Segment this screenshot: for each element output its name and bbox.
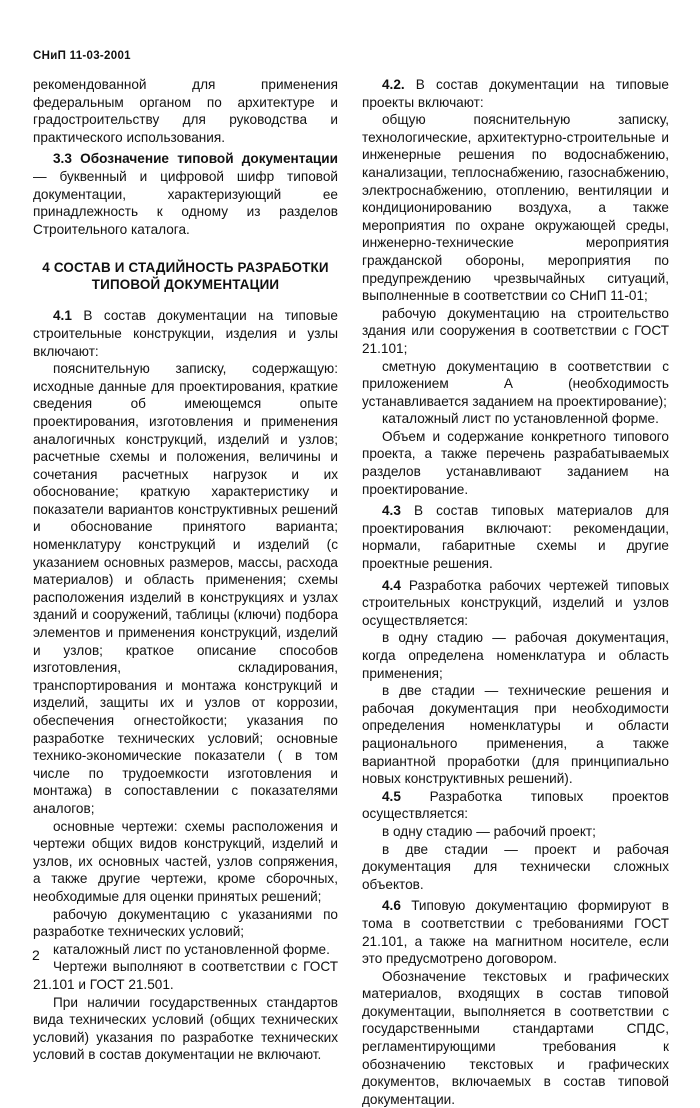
paragraph-4-5 — [362, 788, 669, 823]
paragraph: каталожный лист по установленной форме. — [53, 941, 330, 957]
paragraph: При наличии государственных стандартов вида технических условий (общих технических условий) указания по разработке технических условий в состав документации не включают. — [33, 994, 338, 1063]
paragraph: рабочую документацию с указаниями по разработке технических условий; — [33, 906, 338, 940]
clause-number: 4.5 — [382, 788, 401, 804]
paragraph: Чертежи выполняют в соответствии с ГОСТ 21.101 и ГОСТ 21.501. — [33, 959, 338, 992]
term-heading: Обозначение типовой документации — [80, 151, 339, 167]
paragraph-3-3 — [33, 150, 338, 238]
paragraph: в одну стадию — рабочий проект; — [382, 823, 596, 839]
paragraph-4-1 — [33, 307, 338, 360]
paragraph-4-3 — [362, 502, 669, 572]
paragraph: основные чертежи: схемы расположения и чертежи общих видов конструкций, изделий и узлов, их основных частей, узлов сопряжения, а также другие чертежи, кроме сборочных, необходимые для оценки принятых решений; — [33, 818, 338, 904]
paragraph: каталожный лист по установленной форме. — [382, 411, 659, 427]
clause-number: 4.1 — [53, 308, 72, 324]
section-title: 4 СОСТАВ И СТАДИЙНОСТЬ РАЗРАБОТКИ ТИПОВОЙ ДОКУМЕНТАЦИИ — [42, 260, 329, 292]
clause-number: 4.3 — [382, 503, 401, 519]
paragraph-text: В состав документации на типовые строительные конструкции, изделия и узлы включают: — [33, 308, 338, 359]
paragraph-4-2 — [362, 76, 669, 111]
paragraph: в две стадии — проект и рабочая документация для технически сложных объектов. — [362, 841, 669, 892]
paragraph-text: В состав типовых материалов для проектирования включают: рекомендации, нормали, габаритные схемы и другие проектные решения. — [362, 503, 669, 572]
paragraph-text: — буквенный и цифровой шифр типовой документации, характеризующий ее принадлежность к одному из разделов Строительного каталога. — [33, 168, 338, 237]
paragraph: рекомендованной для применения федеральным органом по архитектуре и градостроительству для руководства и практического использования. — [33, 77, 338, 145]
clause-number: 4.4 — [382, 577, 401, 593]
clause-number: 4.6 — [382, 898, 401, 914]
paragraph-4-6 — [362, 897, 669, 967]
paragraph: в две стадии — технические решения и рабочая документация при необходимости определения номенклатуры и области рационального применения, а также вариантной проработки (для принципиально новых конструктивных решений). — [362, 683, 669, 787]
paragraph: Объем и содержание конкретного типового проекта, а также перечень разрабатываемых разделов устанавливают заданием на проектирование. — [362, 428, 669, 497]
right-column — [362, 76, 669, 1108]
paragraph: общую пояснительную записку, технологические, архитектурно-строительные и инженерные решения по водоснабжению, канализации, теплоснабжению, газоснабжению, электроснабжению, отоплению, вентиляции и кондиционированию воздуха, а также мероприятия по охране окружающей среды, инженерно-технические мероприятия гражданской обороны, мероприятия по предупреждению чрезвычайных ситуаций, выполненные в соответствии со СНиП 11-01; — [362, 112, 669, 304]
clause-number: 3.3 — [53, 151, 72, 167]
paragraph: рабочую документацию на строительство здания или сооружения в соответствии с ГОСТ 21.101; — [362, 305, 669, 356]
paragraph: Обозначение текстовых и графических материалов, входящих в состав типовой документации, выполняется в соответствии с государственными стандартами СПДС, регламентирующими требования к обозначению текстовых и графических документов, включаемых в состав типовой документации. — [362, 968, 669, 1107]
paragraph-text: Разработка типовых проектов осуществляется: — [362, 788, 669, 822]
paragraph: пояснительную записку, содержащую: исходные данные для проектирования, краткие сведения об имеющемся опыте проектирования, изготовления и применения аналогичных конструкций, изделий и узлов; расчетные схемы и положения, величины и сочетания расчетных нагрузок и их обоснование; краткую характеристику и показатели вариантов конструктивных решений и обоснование принятого варианта; номенклатуру конструкций и изделий (с указанием основных размеров, массы, расхода материалов) и область применения; схемы расположения изделий в конструкциях и узлах зданий и сооружений, таблицы (ключи) подбора элементов и применения конструкций, изделий и узлов; краткое описание способов изготовления, складирования, транспортирования и монтажа конструкций и изделий, защиты их и узлов от коррозии, обеспечения огнестойкости; указания по разработке технических условий; основные технико-экономические показатели ( в том числе по трудоемкости изготовления и монтажа) в сопоставлении с показателями аналогов; — [33, 361, 338, 816]
paragraph: сметную документацию в соответствии с приложением А (необходимость устанавливается заданием на проектирование); — [362, 358, 669, 409]
paragraph-4-4 — [362, 577, 669, 630]
paragraph-text: Типовую документацию формируют в тома в соответствии с требованиями ГОСТ 21.101, а также на магнитном носителе, если это предусмотрено договором. — [362, 898, 669, 967]
clause-number: 4.2. — [382, 77, 405, 92]
paragraph-text: Разработка рабочих чертежей типовых строительных конструкций, изделий и узлов осуществляется: — [362, 577, 669, 628]
page-number: 2 — [32, 947, 40, 963]
running-header: СНиП 11-03-2001 — [33, 50, 131, 62]
left-column — [33, 76, 338, 1064]
paragraph: в одну стадию — рабочая документация, когда определена номенклатура и область применения; — [362, 630, 669, 681]
paragraph-text: В состав документации на типовые проекты включают: — [362, 77, 669, 110]
